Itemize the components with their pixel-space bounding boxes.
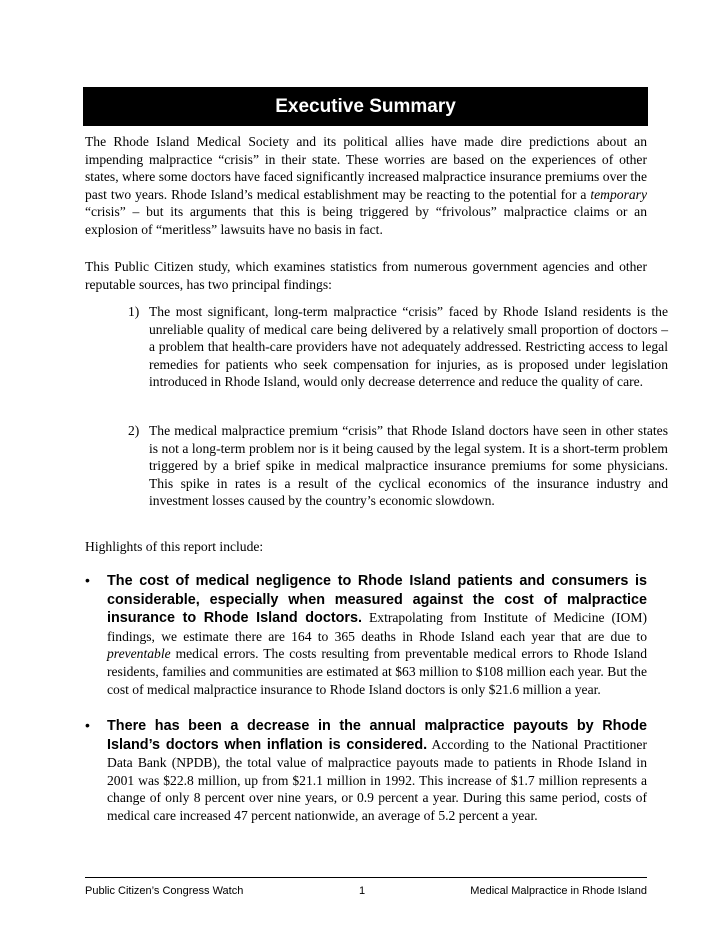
finding-number: 2) bbox=[128, 423, 140, 438]
finding-item bbox=[128, 303, 668, 391]
footer-publisher: Public Citizen’s Congress Watch bbox=[85, 885, 244, 897]
finding-text: The medical malpractice premium “crisis” that Rhode Island doctors have seen in other states is not a long-term problem nor is it being caused by the legal system. It is a short-term problem triggered by a brief spike in medical malpractice insurance premiums for some physicians. This spike in rates is a result of the cyclical economics of the insurance industry and investment losses caused by the country’s economic slowdown. bbox=[149, 423, 668, 509]
finding-item bbox=[128, 422, 668, 510]
intro-emphasis: temporary bbox=[590, 186, 647, 202]
bullet-lead: There has been a decrease in the annual malpractice payouts by Rhode Island’s doctors when inflation is considered. bbox=[107, 718, 647, 753]
findings-intro-paragraph: This Public Citizen study, which examines statistics from numerous government agencies and other reputable sources, has two principal findings: bbox=[85, 259, 647, 292]
bullet-text-b: medical errors. The costs resulting from preventable medical errors to Rhode Island residents, families and communities are estimated at $63 million to $108 million each year. But the cost of medical malpractice insurance to Rhode Island doctors is only $21.6 million a year. bbox=[107, 646, 647, 697]
intro-text-a: The Rhode Island Medical Society and its political allies have made dire predictions about an impending malpractice “crisis” in their state. These worries are based on the experiences of other states, where some doctors have faced significantly increased malpractice insurance premiums over the past two years. Rhode Island’s medical establishment may be reacting to the potential for a bbox=[85, 134, 647, 202]
finding-text: The most significant, long-term malpractice “crisis” faced by Rhode Island residents is the unreliable quality of medical care being delivered by a relatively small proportion of doctors – a problem that health-care providers have not adequately addressed. Restricting access to legal remedies for patients who seek compensation for injuries, as is proposed under legislation introduced in Rhode Island, would only decrease deterrence and reduce the quality of care. bbox=[149, 304, 668, 390]
intro-paragraph bbox=[85, 133, 647, 239]
footer-report-title: Medical Malpractice in Rhode Island bbox=[470, 885, 647, 897]
bullet-icon: • bbox=[85, 572, 90, 588]
bullet-emphasis: preventable bbox=[107, 646, 171, 662]
intro-text-b: “crisis” – but its arguments that this is being triggered by “frivolous” malpractice claims or an explosion of “meritless” lawsuits have no basis in fact. bbox=[85, 204, 647, 237]
page-number: 1 bbox=[359, 885, 366, 897]
bullet-icon: • bbox=[85, 717, 90, 733]
footer-divider bbox=[85, 877, 647, 878]
bullet-content bbox=[107, 572, 647, 698]
bullet-lead: The cost of medical negligence to Rhode Island patients and consumers is considerable, especially when measured against the cost of malpractice insurance to Rhode Island doctors. bbox=[107, 573, 647, 627]
bullet-content bbox=[107, 717, 647, 825]
bullet-text-a: Extrapolating from Institute of Medicine (IOM) findings, we estimate there are 164 to 365 deaths in Rhode Island each year that are due to bbox=[107, 610, 648, 644]
page-title: Executive Summary bbox=[83, 87, 648, 126]
highlights-intro: Highlights of this report include: bbox=[85, 539, 264, 554]
bullet-text-a: According to the National Practitioner Data Bank (NPDB), the total value of malpractice payouts made to patients in Rhode Island in 2001 was $22.8 million, up from $21.1 million in 1992. This increase of $1.7 million represents a change of only 8 percent over nine years, or 0.9 percent a year. During this same period, costs of medical care increased 47 percent nationwide, an average of 5.2 percent a year. bbox=[107, 736, 647, 823]
finding-number: 1) bbox=[128, 304, 140, 319]
